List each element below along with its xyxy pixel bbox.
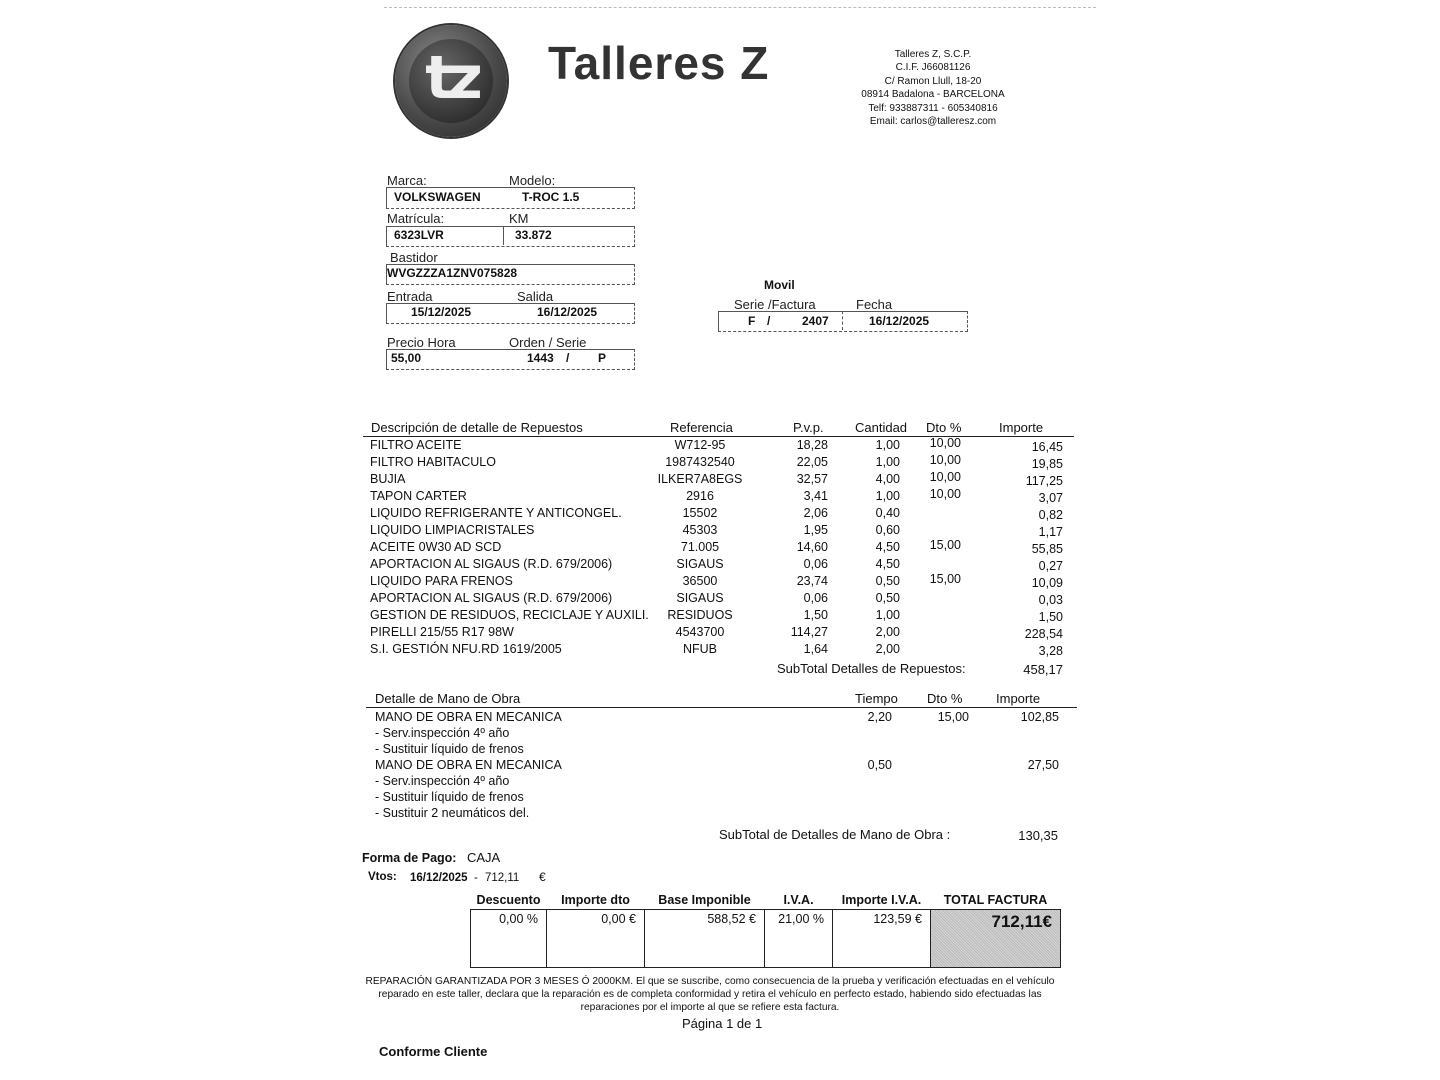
- labor-tiempo: 2,20: [867, 710, 892, 724]
- totals-table: [470, 891, 1061, 968]
- precio-hora-label: Precio Hora: [387, 335, 456, 350]
- list-item: [375, 805, 1075, 821]
- table-row: [370, 454, 1070, 471]
- part-importe: 0,82: [1038, 508, 1063, 522]
- part-importe: 19,85: [1031, 457, 1063, 471]
- vtos-label: Vtos:: [368, 871, 397, 883]
- part-reference: 36500: [682, 574, 718, 588]
- totals-header-importe-dto: Importe dto: [547, 891, 645, 910]
- part-importe: 0,03: [1038, 593, 1063, 607]
- part-importe: 1,50: [1038, 610, 1063, 624]
- part-pvp: 1,50: [803, 608, 828, 622]
- part-importe: 228,54: [1024, 627, 1063, 641]
- part-reference: 71.005: [680, 540, 720, 554]
- serie-value: F: [748, 314, 756, 328]
- totals-importe-iva: 123,59 €: [833, 910, 931, 968]
- serie-separator: /: [767, 314, 771, 328]
- part-pvp: 1,95: [803, 523, 828, 537]
- part-importe: 3,28: [1038, 644, 1063, 658]
- part-importe: 10,09: [1031, 576, 1063, 590]
- parts-subtotal-value: 458,17: [1023, 662, 1063, 677]
- totals-base-imponible: 588,52 €: [645, 910, 765, 968]
- part-reference: 4543700: [675, 625, 725, 639]
- km-value: 33.872: [515, 228, 552, 242]
- company-line: C/ Ramon Llull, 18-20: [884, 75, 982, 87]
- forma-pago-label: Forma de Pago:: [362, 851, 457, 865]
- totals-descuento: 0,00 %: [471, 910, 547, 968]
- part-dto: 10,00: [929, 487, 961, 501]
- part-description: FILTRO ACEITE: [370, 438, 462, 452]
- part-cantidad: 1,00: [875, 608, 900, 622]
- labor-description: MANO DE OBRA EN MECANICA: [375, 758, 562, 772]
- part-reference: RESIDUOS: [667, 608, 733, 622]
- labor-header-importe: Importe: [996, 691, 1041, 706]
- serie-factura-label: Serie /Factura: [734, 297, 816, 312]
- factura-number: 2407: [802, 314, 829, 328]
- parts-header-descripcion: Descripción de detalle de Repuestos: [371, 420, 583, 435]
- labor-description: - Serv.inspección 4º año: [375, 774, 510, 788]
- part-description: PIRELLI 215/55 R17 98W: [370, 625, 514, 639]
- fecha-label: Fecha: [856, 297, 893, 312]
- part-reference: SIGAUS: [676, 557, 724, 571]
- labor-header-line: [366, 707, 1077, 708]
- km-label: KM: [509, 211, 529, 226]
- part-reference: 1987432540: [665, 455, 735, 469]
- part-description: TAPON CARTER: [370, 489, 467, 503]
- part-importe: 0,27: [1038, 559, 1063, 573]
- part-reference: 45303: [682, 523, 718, 537]
- list-item: [375, 757, 1075, 773]
- part-importe: 55,85: [1031, 542, 1063, 556]
- entrada-label: Entrada: [387, 289, 433, 304]
- vtos-amount: 712,11: [485, 872, 520, 884]
- part-description: APORTACION AL SIGAUS (R.D. 679/2006): [370, 557, 613, 571]
- matricula-label: Matrícula:: [387, 211, 445, 226]
- labor-description: - Sustituir 2 neumáticos del.: [375, 806, 530, 820]
- part-description: APORTACION AL SIGAUS (R.D. 679/2006): [370, 591, 613, 605]
- part-importe: 3,07: [1038, 491, 1063, 505]
- company-line: Email: carlos@talleresz.com: [869, 116, 997, 128]
- part-description: ACEITE 0W30 AD SCD: [370, 540, 502, 554]
- part-dto: 15,00: [929, 538, 961, 552]
- divider: [842, 311, 843, 330]
- part-dto: 10,00: [929, 453, 961, 467]
- table-row: [370, 556, 1070, 573]
- top-dashed-line: [384, 7, 1096, 8]
- company-logo: [395, 25, 507, 137]
- company-line: C.I.F. J66081126: [895, 62, 971, 74]
- parts-header-dto: Dto %: [926, 420, 962, 435]
- part-reference: 2916: [686, 489, 714, 503]
- conforme-cliente: Conforme Cliente: [379, 1044, 488, 1059]
- labor-header-tiempo: Tiempo: [855, 691, 898, 706]
- part-description: LIQUIDO REFRIGERANTE Y ANTICONGEL.: [370, 506, 622, 520]
- part-description: FILTRO HABITACULO: [370, 455, 496, 469]
- brand-name: Talleres Z: [548, 37, 770, 89]
- part-description: LIQUIDO PARA FRENOS: [370, 574, 513, 588]
- fecha-value: 16/12/2025: [869, 314, 930, 328]
- part-pvp: 23,74: [796, 574, 828, 588]
- part-reference: SIGAUS: [676, 591, 724, 605]
- parts-header-referencia: Referencia: [670, 420, 733, 435]
- part-cantidad: 2,00: [875, 625, 900, 639]
- parts-rows: [370, 437, 1070, 658]
- part-pvp: 0,06: [803, 591, 828, 605]
- entrada-value: 15/12/2025: [411, 305, 472, 319]
- bastidor-label: Bastidor: [390, 250, 438, 265]
- modelo-value: T-ROC 1.5: [522, 190, 580, 204]
- totals-header-base: Base Imponible: [645, 891, 765, 910]
- part-importe: 16,45: [1031, 440, 1063, 454]
- totals-header-iva: I.V.A.: [765, 891, 833, 910]
- table-row: [370, 522, 1070, 539]
- part-cantidad: 2,00: [875, 642, 900, 656]
- labor-description: MANO DE OBRA EN MECANICA: [375, 710, 562, 724]
- part-reference: NFUB: [682, 642, 718, 656]
- precio-hora-value: 55,00: [391, 351, 422, 365]
- labor-description: - Sustituir líquido de frenos: [375, 742, 524, 756]
- part-description: GESTION DE RESIDUOS, RECICLAJE Y AUXILI.: [370, 608, 649, 622]
- part-cantidad: 4,00: [875, 472, 900, 486]
- table-row: [370, 539, 1070, 556]
- company-info: [838, 48, 1028, 128]
- list-item: [375, 773, 1075, 789]
- orden-separator: /: [566, 351, 570, 365]
- matricula-value: 6323LVR: [394, 228, 444, 242]
- part-description: S.I. GESTIÓN NFU.RD 1619/2005: [370, 642, 562, 656]
- divider: [503, 226, 504, 245]
- table-row: [370, 488, 1070, 505]
- marca-label: Marca:: [387, 173, 427, 188]
- factura-box: [718, 311, 968, 332]
- orden-serie-label: Orden / Serie: [509, 335, 587, 350]
- table-row: [370, 573, 1070, 590]
- part-pvp: 2,06: [803, 506, 828, 520]
- total-factura-cell: [931, 910, 1061, 968]
- table-row: [370, 590, 1070, 607]
- part-pvp: 3,41: [803, 489, 828, 503]
- parts-header-cantidad: Cantidad: [855, 420, 908, 435]
- part-reference: W712-95: [674, 438, 726, 452]
- labor-importe: 102,85: [1020, 710, 1059, 724]
- part-cantidad: 0,50: [875, 574, 900, 588]
- page-number: Página 1 de 1: [682, 1016, 763, 1031]
- labor-importe: 27,50: [1027, 758, 1059, 772]
- part-cantidad: 0,40: [875, 506, 900, 520]
- part-pvp: 114,27: [790, 625, 828, 639]
- part-dto: 10,00: [929, 436, 961, 450]
- labor-tiempo: 0,50: [867, 758, 892, 772]
- part-description: BUJIA: [370, 472, 406, 486]
- part-dto: 10,00: [929, 470, 961, 484]
- parts-header-importe: Importe: [999, 420, 1044, 435]
- part-cantidad: 1,00: [875, 455, 900, 469]
- labor-description: - Serv.inspección 4º año: [375, 726, 510, 740]
- part-cantidad: 4,50: [875, 540, 900, 554]
- part-cantidad: 0,60: [875, 523, 900, 537]
- parts-subtotal-label: SubTotal Detalles de Repuestos:: [777, 661, 966, 676]
- table-row: [370, 641, 1070, 658]
- list-item: [375, 789, 1075, 805]
- labor-subtotal-value: 130,35: [1018, 828, 1058, 843]
- part-importe: 117,25: [1025, 474, 1063, 488]
- forma-pago-value: CAJA: [467, 850, 501, 865]
- totals-header-importe-iva: Importe I.V.A.: [833, 891, 931, 910]
- company-line: Talleres Z, S.C.P.: [894, 49, 972, 60]
- salida-value: 16/12/2025: [537, 305, 598, 319]
- labor-header-dto: Dto %: [927, 691, 963, 706]
- totals-header-descuento: Descuento: [471, 891, 547, 910]
- company-line: Telf: 933887311 - 605340816: [868, 102, 998, 114]
- totals-iva: 21,00 %: [765, 910, 833, 968]
- table-row: [370, 437, 1070, 454]
- part-pvp: 22,05: [796, 455, 828, 469]
- legal-notice: REPARACIÓN GARANTIZADA POR 3 MESES Ó 2000KM. El que se suscribe, como consecuencia de la prueba y verificación efectuadas en el vehículo reparado en este taller, declara que la reparación es de completa conformidad y retira el vehículo en perfecto estado, habiendo sido efectuadas las reparaciones por el importe al que se refiere esta factura.: [365, 976, 1055, 1013]
- table-row: [370, 624, 1070, 641]
- part-pvp: 32,57: [796, 472, 828, 486]
- labor-rows: [375, 709, 1075, 821]
- part-cantidad: 0,50: [875, 591, 900, 605]
- totals-importe-dto: 0,00 €: [547, 910, 645, 968]
- labor-header-detalle: Detalle de Mano de Obra: [375, 691, 521, 706]
- marca-value: VOLKSWAGEN: [394, 190, 481, 204]
- part-cantidad: 1,00: [875, 438, 900, 452]
- bastidor-value: WVGZZZA1ZNV075828: [387, 266, 518, 280]
- part-cantidad: 4,50: [875, 557, 900, 571]
- table-row: [370, 607, 1070, 624]
- orden-serie-value: P: [598, 351, 607, 365]
- labor-subtotal-label: SubTotal de Detalles de Mano de Obra :: [719, 827, 951, 842]
- part-importe: 1,17: [1038, 525, 1063, 539]
- part-cantidad: 1,00: [875, 489, 900, 503]
- company-line: 08914 Badalona - BARCELONA: [861, 89, 1005, 101]
- part-pvp: 0,06: [803, 557, 828, 571]
- part-reference: ILKER7A8EGS: [657, 472, 743, 486]
- part-reference: 15502: [682, 506, 718, 520]
- part-pvp: 1,64: [803, 642, 828, 656]
- parts-header-pvp: P.v.p.: [793, 420, 824, 435]
- list-item: [375, 725, 1075, 741]
- list-item: [375, 741, 1075, 757]
- movil-label: Movil: [764, 278, 795, 292]
- modelo-label: Modelo:: [509, 173, 556, 188]
- totals-header-total: TOTAL FACTURA: [931, 891, 1061, 910]
- salida-label: Salida: [517, 289, 554, 304]
- vtos-currency: €: [539, 870, 546, 884]
- total-factura-value: 712,11€: [991, 912, 1052, 931]
- logo-text: tz: [425, 43, 477, 113]
- part-pvp: 18,28: [796, 438, 828, 452]
- labor-description: - Sustituir líquido de frenos: [375, 790, 524, 804]
- table-row: [370, 505, 1070, 522]
- table-row: [370, 471, 1070, 488]
- part-description: LIQUIDO LIMPIACRISTALES: [370, 523, 535, 537]
- vtos-date: 16/12/2025: [410, 872, 468, 884]
- vtos-separator: -: [474, 872, 478, 884]
- labor-dto: 15,00: [937, 710, 969, 724]
- part-pvp: 14,60: [796, 540, 828, 554]
- part-dto: 15,00: [929, 572, 961, 586]
- orden-value: 1443: [527, 351, 554, 365]
- list-item: [375, 709, 1075, 725]
